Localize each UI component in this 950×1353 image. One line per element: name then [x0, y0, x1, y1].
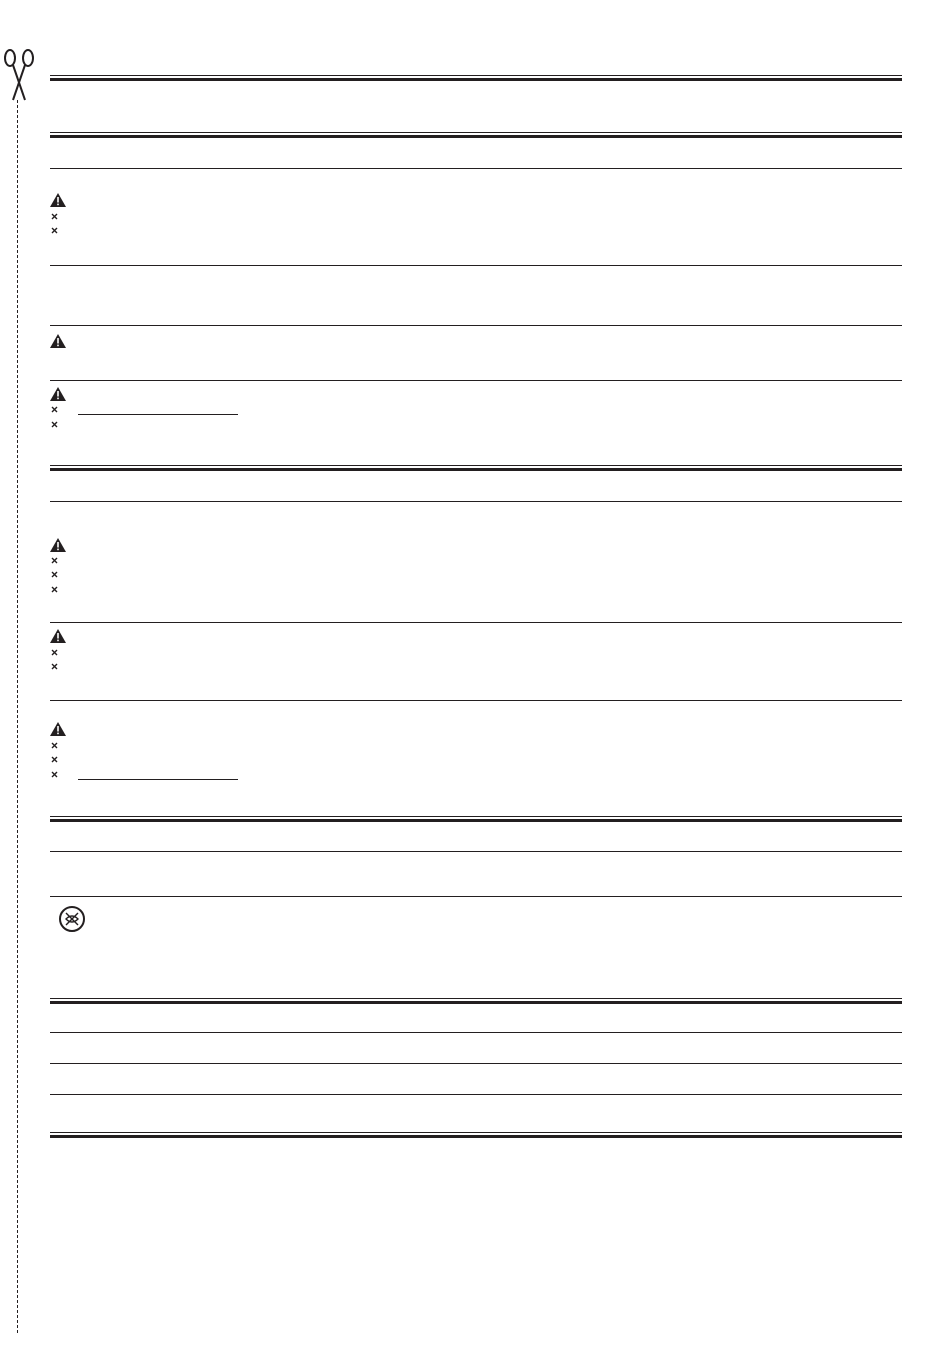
mouth-prohibited-icon: [58, 905, 86, 933]
divider: [50, 896, 902, 897]
warning-triangle-icon: [50, 629, 66, 643]
divider: [50, 168, 902, 169]
divider: [50, 700, 902, 701]
table-row-divider: [50, 1094, 902, 1095]
section-4-bottom-rule: [50, 1132, 902, 1133]
divider: [50, 501, 902, 502]
warning-triangle-icon: [50, 193, 66, 207]
section-3-top-rule-heavy: [50, 819, 902, 822]
section-4-bottom-rule-heavy: [50, 1135, 902, 1138]
section-3-top-rule: [50, 816, 902, 817]
scissors-icon: [2, 48, 36, 102]
section-1-top-rule: [50, 75, 902, 76]
underline-blank: [78, 779, 238, 780]
cross-bullet-icon: [51, 557, 58, 564]
cross-bullet-icon: [51, 649, 58, 656]
section-4-top-rule-heavy: [50, 1001, 902, 1004]
section-2-top-rule-heavy: [50, 468, 902, 471]
cross-bullet-icon: [51, 406, 58, 413]
cross-bullet-icon: [51, 771, 58, 778]
cross-bullet-icon: [51, 421, 58, 428]
cross-bullet-icon: [51, 571, 58, 578]
section-1-bottom-rule-heavy: [50, 135, 902, 138]
divider: [50, 265, 902, 266]
table-row-divider: [50, 1063, 902, 1064]
warning-triangle-icon: [50, 538, 66, 552]
warning-triangle-icon: [50, 722, 66, 736]
divider: [50, 325, 902, 326]
cross-bullet-icon: [51, 586, 58, 593]
cross-bullet-icon: [51, 756, 58, 763]
divider: [50, 622, 902, 623]
warning-triangle-icon: [50, 334, 66, 348]
cross-bullet-icon: [51, 227, 58, 234]
underline-blank: [78, 414, 238, 415]
section-2-top-rule: [50, 465, 902, 466]
table-row-divider: [50, 1032, 902, 1033]
section-4-top-rule: [50, 998, 902, 999]
divider: [50, 851, 902, 852]
section-1-top-rule-heavy: [50, 78, 902, 81]
divider: [50, 380, 902, 381]
cross-bullet-icon: [51, 663, 58, 670]
warning-triangle-icon: [50, 387, 66, 401]
cut-line: [17, 100, 18, 1333]
section-1-bottom-rule: [50, 132, 902, 133]
cross-bullet-icon: [51, 213, 58, 220]
cross-bullet-icon: [51, 742, 58, 749]
